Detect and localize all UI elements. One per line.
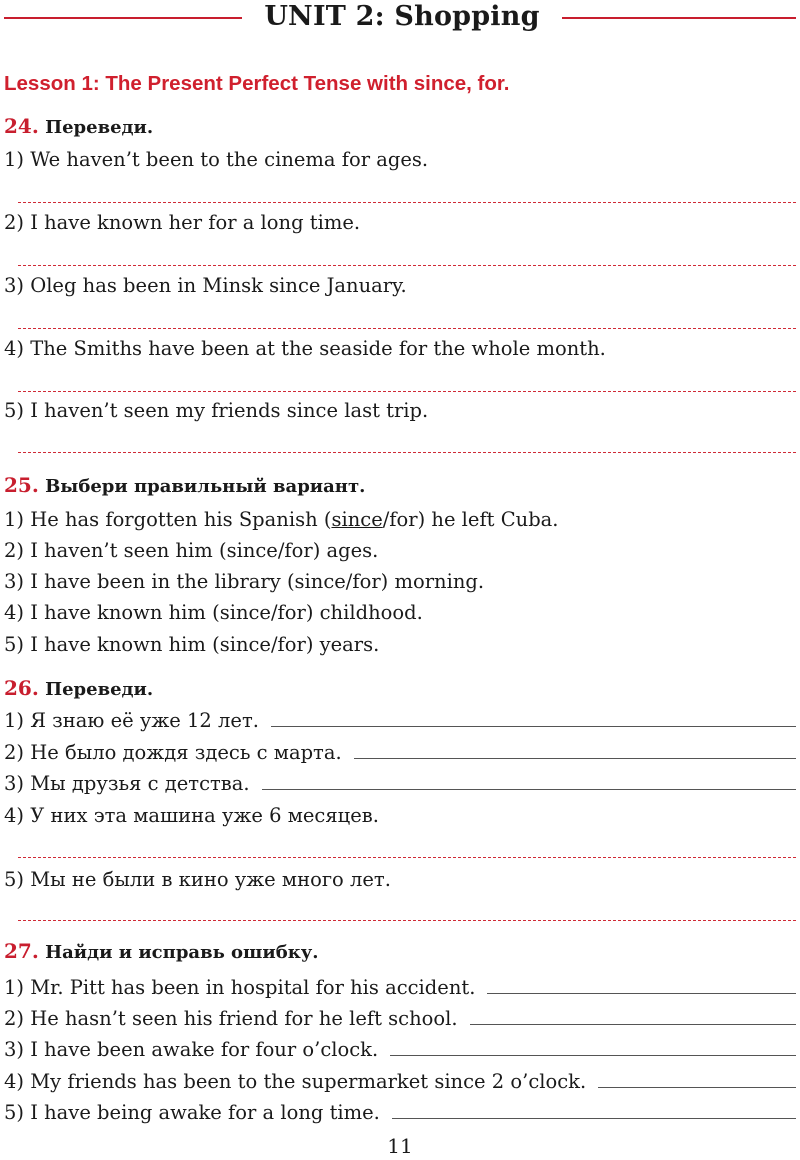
task-27-item-1-text: 1) Mr. Pitt has been in hospital for his accident. bbox=[4, 976, 476, 999]
task-27-number: 27. bbox=[4, 939, 39, 963]
task-26-item-4: 4) У них эта машина уже 6 месяцев. bbox=[4, 804, 379, 827]
task-27-item-3 bbox=[4, 1037, 796, 1063]
task-27-item-4 bbox=[4, 1069, 796, 1095]
task-26-number: 26. bbox=[4, 676, 39, 700]
task-27-heading bbox=[4, 939, 319, 963]
answer-line[interactable] bbox=[18, 328, 796, 329]
answer-blank[interactable] bbox=[262, 771, 796, 790]
task-24-item-5: 5) I haven’t seen my friends since last trip. bbox=[4, 399, 429, 422]
unit-title: UNIT 2: Shopping bbox=[264, 1, 540, 32]
task-27-instruction: Найди и исправь ошибку. bbox=[45, 942, 319, 963]
task-26-item-3-text: 3) Мы друзья с детства. bbox=[4, 772, 250, 795]
answer-blank[interactable] bbox=[354, 740, 796, 759]
answer-blank[interactable] bbox=[598, 1069, 796, 1088]
task-25-item-4: 4) I have known him (since/for) childhood. bbox=[4, 601, 423, 624]
task-27-item-1 bbox=[4, 975, 796, 1001]
task-24-instruction: Переведи. bbox=[45, 117, 154, 138]
task-25-item-3: 3) I have been in the library (since/for) morning. bbox=[4, 570, 485, 593]
task-25-item-1-before: 1) He has forgotten his Spanish ( bbox=[4, 508, 332, 531]
task-26-instruction: Переведи. bbox=[45, 679, 154, 700]
task-25-item-5: 5) I have known him (since/for) years. bbox=[4, 633, 380, 656]
task-25-example-answer: since bbox=[331, 508, 383, 531]
task-27-item-2 bbox=[4, 1006, 796, 1032]
task-25-item-1 bbox=[4, 507, 559, 533]
task-24-heading bbox=[4, 114, 153, 138]
task-25-item-1-after: /for) he left Cuba. bbox=[382, 508, 559, 531]
task-26-item-3 bbox=[4, 771, 796, 797]
task-24-item-4: 4) The Smiths have been at the seaside for the whole month. bbox=[4, 337, 606, 360]
task-27-item-3-text: 3) I have been awake for four o’clock. bbox=[4, 1038, 379, 1061]
answer-line[interactable] bbox=[18, 202, 796, 203]
unit-header bbox=[0, 0, 800, 36]
answer-blank[interactable] bbox=[271, 708, 796, 727]
lesson-title: Lesson 1: The Present Perfect Tense with since, for. bbox=[4, 72, 510, 95]
task-26-item-5: 5) Мы не были в кино уже много лет. bbox=[4, 868, 391, 891]
task-26-item-1 bbox=[4, 708, 796, 734]
task-27-item-5-text: 5) I have being awake for a long time. bbox=[4, 1101, 380, 1124]
task-24-item-1: 1) We haven’t been to the cinema for ages. bbox=[4, 148, 429, 171]
task-26-item-2 bbox=[4, 740, 796, 766]
task-24-item-2: 2) I have known her for a long time. bbox=[4, 211, 361, 234]
task-25-item-2: 2) I haven’t seen him (since/for) ages. bbox=[4, 539, 379, 562]
answer-blank[interactable] bbox=[390, 1037, 796, 1056]
header-rule-left bbox=[4, 17, 242, 19]
task-26-item-1-text: 1) Я знаю её уже 12 лет. bbox=[4, 709, 259, 732]
task-26-item-2-text: 2) Не было дождя здесь с марта. bbox=[4, 741, 342, 764]
answer-blank[interactable] bbox=[487, 975, 796, 994]
task-27-item-4-text: 4) My friends has been to the supermarket since 2 o’clock. bbox=[4, 1070, 587, 1093]
answer-line[interactable] bbox=[18, 920, 796, 921]
task-25-instruction: Выбери правильный вариант. bbox=[45, 476, 366, 497]
answer-line[interactable] bbox=[18, 265, 796, 266]
task-27-item-2-text: 2) He hasn’t seen his friend for he left school. bbox=[4, 1007, 458, 1030]
task-26-heading bbox=[4, 676, 153, 700]
task-24-item-3: 3) Oleg has been in Minsk since January. bbox=[4, 274, 407, 297]
task-24-number: 24. bbox=[4, 114, 39, 138]
task-25-number: 25. bbox=[4, 473, 39, 497]
task-27-item-5 bbox=[4, 1100, 796, 1126]
answer-blank[interactable] bbox=[392, 1100, 796, 1119]
header-rule-right bbox=[562, 17, 796, 19]
answer-blank[interactable] bbox=[470, 1006, 796, 1025]
page-number: 11 bbox=[387, 1134, 413, 1158]
answer-line[interactable] bbox=[18, 452, 796, 453]
answer-line[interactable] bbox=[18, 857, 796, 858]
task-25-heading bbox=[4, 473, 365, 497]
answer-line[interactable] bbox=[18, 391, 796, 392]
